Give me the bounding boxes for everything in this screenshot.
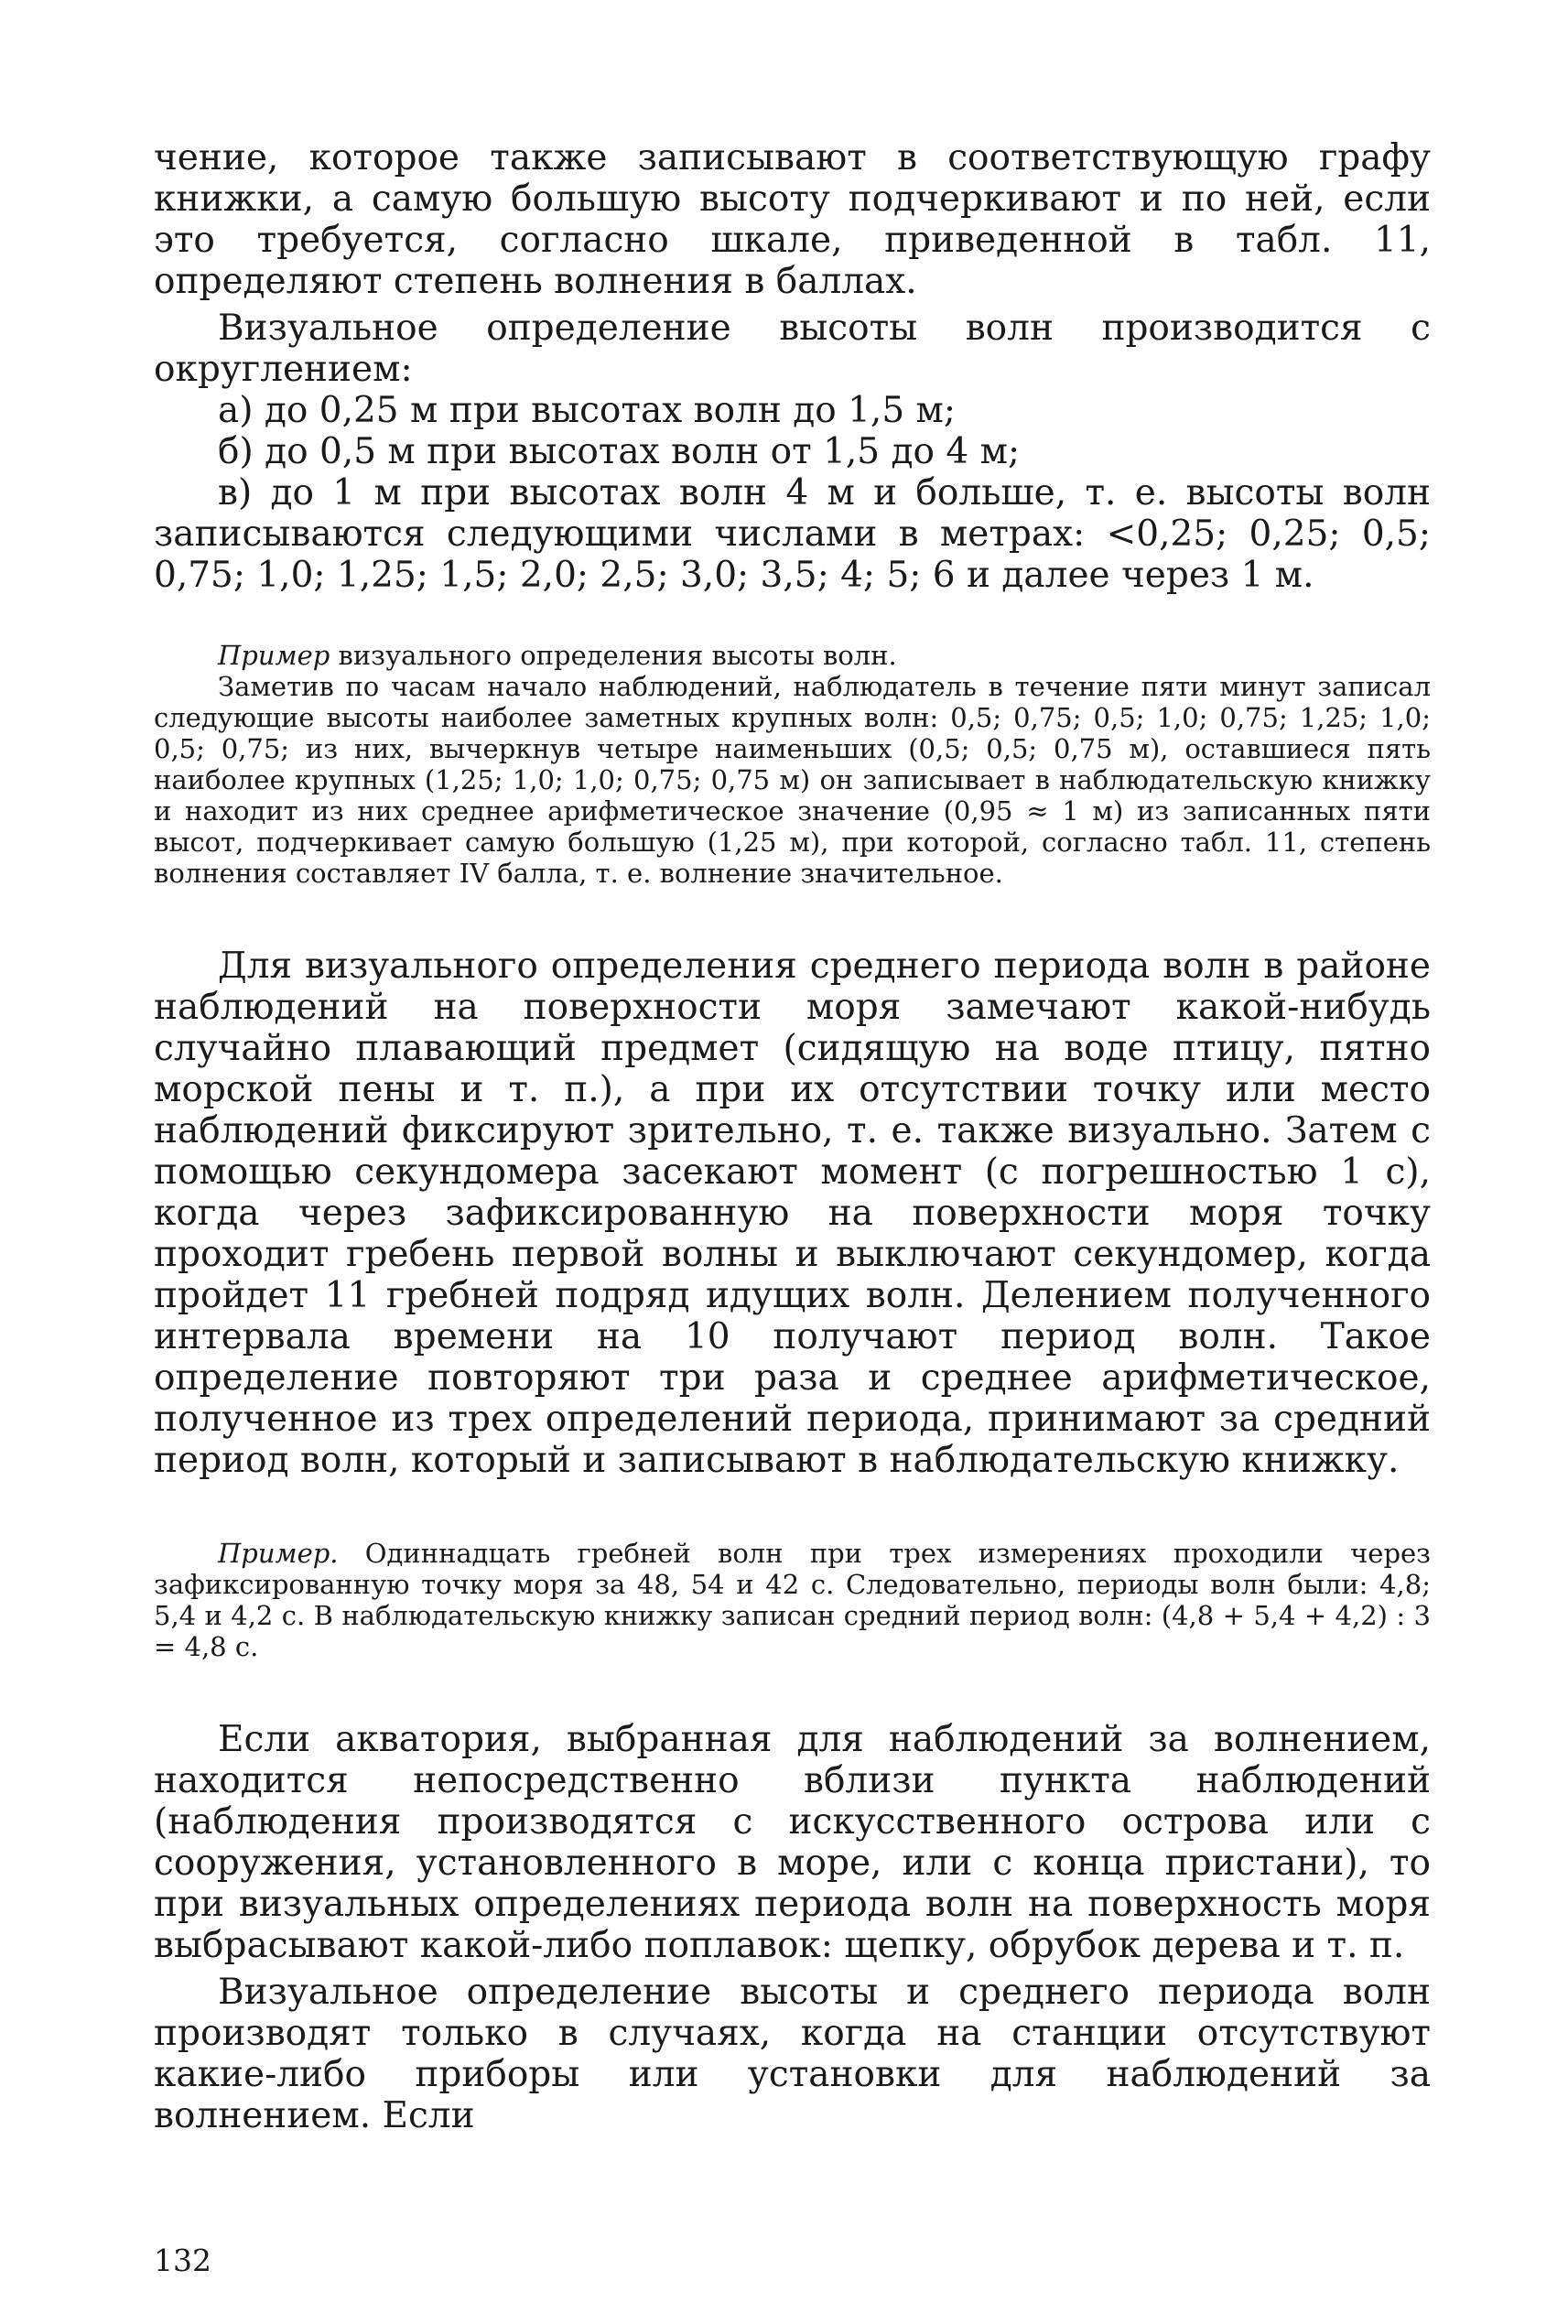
paragraph-wave-period: Для визуального определения среднего периода волн в районе наблюдений на поверхности моря замечают какой-нибудь случайно плавающий предмет (сидящую на воде птицу, пятно морской пены и т. п.), а при их отсутствии точку или место наблюдений фиксируют зрительно, т. е. также визуально. Затем с помощью секундомера засекают момент (с погрешностью 1 с), когда через зафиксированную на поверхности моря точку проходит гребень первой волны и выключают секундомер, когда пройдет 11 гребней подряд идущих волн. Делением полученного интервала времени на 10 получают период волн. Такое определение повторяют три раза и среднее арифметическое, полученное из трех определений периода, принимают за средний период волн, который и записывают в наблюдательскую книжку. — [154, 946, 1431, 1481]
example-body: Заметив по часам начало наблюдений, наблюдатель в течение пяти минут записал следующие высоты наиболее заметных крупных волн: 0,5; 0,75; 0,5; 1,0; 0,75; 1,25; 1,0; 0,5; 0,75; из них, вычеркнув четыре наименьших (0,5; 0,5; 0,75 м), оставшиеся пять наиболее крупных (1,25; 1,0; 1,0; 0,75; 0,75 м) он записывает в наблюдательскую книжку и находит из них среднее арифметическое значение (0,95 ≈ 1 м) из записанных пяти высот, подчеркивает самую большую (1,25 м), при которой, согласно табл. 11, степень волнения составляет IV балла, т. е. волнение значительное. — [154, 671, 1431, 889]
rounding-list — [154, 390, 1431, 596]
list-item: в) до 1 м при высотах волн 4 м и больше, т. е. высоты волн записываются следующими числами в метрах: <0,25; 0,25; 0,5; 0,75; 1,0; 1,25; 1,5; 2,0; 2,5; 3,0; 3,5; 4; 5; 6 и далее через 1 м. — [154, 472, 1431, 596]
example-label: Пример — [218, 640, 330, 671]
document-page — [154, 137, 1431, 2279]
page-number: 132 — [154, 2243, 211, 2278]
paragraph-float: Если акватория, выбранная для наблюдений за волнением, находится непосредственно вблизи пункта наблюдений (наблюдения производятся с искусственного острова или с сооружения, установленного в море, или с конца пристани), то при визуальных определениях периода волн на поверхность моря выбрасывают какой-либо поплавок: щепку, обрубок дерева и т. п. — [154, 1719, 1431, 1966]
list-item: б) до 0,5 м при высотах волн от 1,5 до 4 м; — [218, 431, 1021, 472]
example-wave-period: Пример. Одиннадцать гребней волн при трех измерениях проходили через зафиксированную точку моря за 48, 54 и 42 с. Следовательно, периоды волн были: 4,8; 5,4 и 4,2 с. В наблюдательскую книжку записан средний период волн: (4,8 + 5,4 + 4,2) : 3 = 4,8 с. — [154, 1538, 1431, 1662]
example-wave-height — [154, 640, 1431, 889]
list-item: а) до 0,25 м при высотах волн до 1,5 м; — [218, 390, 957, 431]
example-title: Пример визуального определения высоты волн. — [218, 640, 897, 671]
paragraph-rounding-intro: Визуальное определение высоты волн производится с округлением: — [154, 308, 1431, 390]
paragraph-visual-conditions: Визуальное определение высоты и среднего периода волн производят только в случаях, когда на станции отсутствуют какие-либо приборы или установки для наблюдений за волнением. Если — [154, 1972, 1431, 2136]
paragraph-continued: чение, которое также записывают в соответствующую графу книжки, а самую большую высоту подчеркивают и по ней, если это требуется, согласно шкале, приведенной в табл. 11, определяют степень волнения в баллах. — [154, 137, 1431, 302]
example-label: Пример. — [218, 1538, 339, 1569]
